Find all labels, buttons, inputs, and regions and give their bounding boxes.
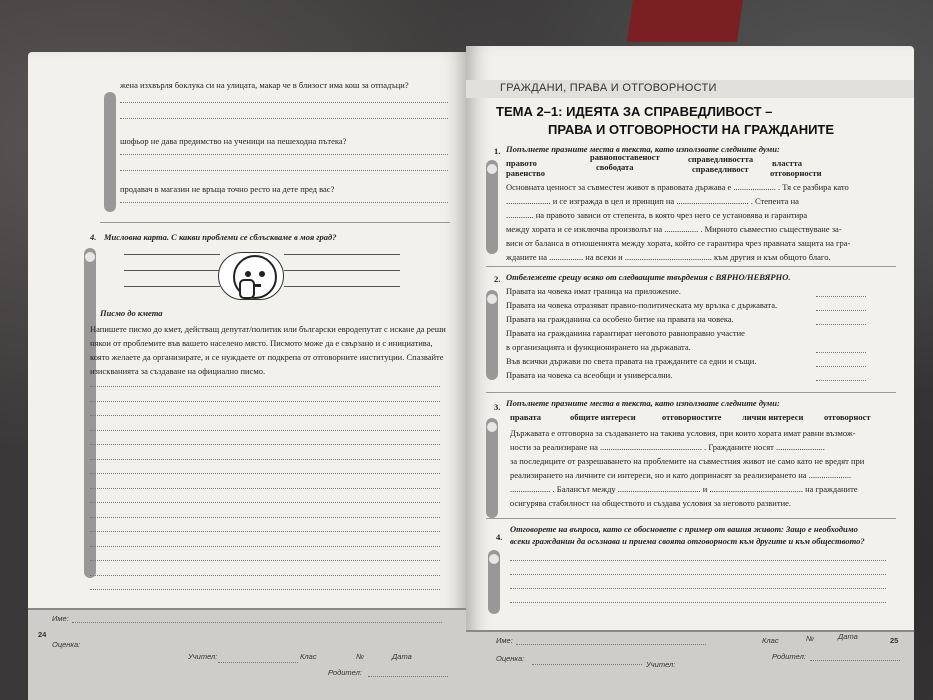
statement: Правата на човека имат граница на приложение. xyxy=(506,286,681,296)
question-prompt: Отбележете срещу всяко от следващите твърдения с ВЯРНО/НЕВЯРНО. xyxy=(506,272,791,282)
sidebar-bar xyxy=(486,160,498,254)
footer-no-label: № xyxy=(806,634,815,643)
footer-line xyxy=(532,664,642,665)
answer-line xyxy=(120,118,448,119)
letter-instruction-line: изискванията за създаване на официално писмо. xyxy=(90,366,266,376)
word-bank-item: властта xyxy=(772,158,802,168)
separator xyxy=(486,392,896,393)
word-bank-item: правото xyxy=(506,158,537,168)
footer-no-label: № xyxy=(356,652,365,661)
answer-line xyxy=(510,588,886,589)
writing-line xyxy=(90,517,440,518)
sidebar-dot xyxy=(487,164,497,174)
answer-line xyxy=(510,574,886,575)
answer-line xyxy=(816,352,866,353)
answer-line xyxy=(816,324,866,325)
writing-line xyxy=(90,546,440,547)
statement: Правата на гражданина са особено битие на правата на човека. xyxy=(506,314,734,324)
writing-line xyxy=(90,401,440,402)
mindmap-line xyxy=(284,254,400,255)
fill-text-line: ................... . Балансът между ....................................... и ............................................ на гражданите xyxy=(510,484,858,494)
section-title: ГРАЖДАНИ, ПРАВА И ОТГОВОРНОСТИ xyxy=(500,82,717,94)
footer-line xyxy=(516,644,706,645)
letter-instruction-line: Напишете писмо до кмет, действащ депутат/политик или български евродепутат с искане да реши xyxy=(90,324,446,334)
writing-line xyxy=(90,386,440,387)
writing-line xyxy=(90,459,440,460)
separator xyxy=(486,518,896,519)
question-line: жена изхвърля боклука си на улицата, макар че в близост има кош за отпадъци? xyxy=(120,80,409,90)
writing-line xyxy=(90,473,440,474)
fill-text-line: ............. на правото зависи от степента, в която чрез него се установява и гарантира xyxy=(506,210,808,220)
word-bank-item: общите интереси xyxy=(570,412,636,422)
answer-line xyxy=(510,602,886,603)
answer-line xyxy=(510,560,886,561)
footer xyxy=(28,608,468,700)
hand-shape xyxy=(239,279,255,299)
footer-date-label: Дата xyxy=(392,652,412,661)
word-bank-item: лични интереси xyxy=(742,412,804,422)
footer-grade-label: Оценка: xyxy=(52,640,81,649)
left-page xyxy=(28,52,468,700)
question-prompt: Попълнете празните места в текста, като използвате следните думи: xyxy=(506,144,780,154)
sidebar-dot xyxy=(487,422,497,432)
footer-grade-label: Оценка: xyxy=(496,654,525,663)
mindmap-line xyxy=(124,286,220,287)
footer-name-label: Име: xyxy=(496,636,513,645)
writing-line xyxy=(90,444,440,445)
writing-line xyxy=(90,502,440,503)
page-number: 25 xyxy=(890,636,899,645)
footer-name-label: Име: xyxy=(52,614,69,623)
letter-instruction-line: която желаете да организирате, и се нуждаете от подкрепа от отговорните институции. Спазвайте xyxy=(90,352,444,362)
fill-text-line: реализирането на личните си интереси, но и като допринасят за реализирането на .................... xyxy=(510,470,852,480)
fill-text-line: жданите на ................ на всеки и ......................................... към другия и към общото благо. xyxy=(506,252,831,262)
separator xyxy=(100,222,450,223)
writing-line xyxy=(90,415,440,416)
word-bank-item: правата xyxy=(510,412,542,422)
question-number: 4. xyxy=(496,532,503,542)
answer-line xyxy=(816,296,866,297)
answer-line xyxy=(816,380,866,381)
sidebar-bar xyxy=(486,290,498,380)
mindmap-line xyxy=(284,286,400,287)
answer-line xyxy=(816,310,866,311)
fill-text-line: виси от баланса в отношенията между хората, който се гарантира чрез правната защита на гра- xyxy=(506,238,851,248)
footer xyxy=(466,630,914,700)
mindmap-line xyxy=(284,270,400,271)
footer-parent-label: Родител: xyxy=(772,652,806,661)
question-number: 2. xyxy=(494,274,501,284)
fill-text-line: между хората и се изключва произволът на ................ . Мирното съвместно съществуване за- xyxy=(506,224,842,234)
word-bank-item: отговорност xyxy=(824,412,871,422)
face-shape xyxy=(233,255,277,299)
writing-line xyxy=(90,589,440,590)
question-prompt: Попълнете празните места в текста, като използвате следните думи: xyxy=(506,398,780,408)
fill-text-line: за последиците от разрешаването на проблемите на съвместния живот не само като не вредят при xyxy=(510,456,865,466)
question-title: Мисловна карта. С какви проблеми се сблъскваме в моя град? xyxy=(104,232,337,242)
right-page xyxy=(466,46,914,700)
question-line: продавач в магазин не връща точно ресто на дете пред вас? xyxy=(120,184,335,194)
writing-line xyxy=(90,531,440,532)
sidebar-bar xyxy=(104,92,116,212)
statement: Във всички държави по света правата на гражданите са едни и същи. xyxy=(506,356,757,366)
footer-teacher-label: Учител: xyxy=(646,660,676,669)
statement: Правата на човека отразяват правно-политическата му връзка с държавата. xyxy=(506,300,778,310)
sidebar-dot xyxy=(487,294,497,304)
question-line: шофьор не дава предимство на ученици на пешеходна пътека? xyxy=(120,136,347,146)
writing-line xyxy=(90,488,440,489)
word-bank-item: отговорностите xyxy=(662,412,722,422)
footer-parent-label: Родител: xyxy=(328,668,362,677)
word-bank-item: справедливостта xyxy=(688,154,754,164)
footer-class-label: Клас xyxy=(762,636,779,645)
question-prompt: всеки гражданин да осъзнава и приема своята отговорност към другите и към обществото? xyxy=(510,536,865,546)
footer-line xyxy=(218,662,298,663)
red-object xyxy=(627,0,743,42)
question-number: 3. xyxy=(494,402,501,412)
fill-text-line: ..................... и се изгражда в цел и принцип на .................................. . Степента на xyxy=(506,196,799,206)
fill-text-line: ности за реализиране на ................................................ . Гражданите носят ....................... xyxy=(510,442,825,452)
word-bank-item: равенство xyxy=(506,168,545,178)
answer-line xyxy=(120,154,448,155)
answer-line xyxy=(120,102,448,103)
footer-line xyxy=(368,676,448,677)
separator xyxy=(486,266,896,267)
fill-text-line: Основната ценност за съвместен живот в правовата държава е .................... . Тя се разбира като xyxy=(506,182,849,192)
word-bank-item: свободата xyxy=(596,162,634,172)
word-bank-item: равнопоставеност xyxy=(590,152,660,162)
sidebar-bar xyxy=(486,418,498,518)
fill-text-line: осигурява стабилност на обществото и създава условия за неговото развитие. xyxy=(510,498,792,508)
statement: в организацията и функционирането на държавата. xyxy=(506,342,691,352)
footer-class-label: Клас xyxy=(300,652,317,661)
writing-line xyxy=(90,430,440,431)
sidebar-dot xyxy=(489,554,499,564)
footer-date-label: Дата xyxy=(838,632,858,641)
letter-title: Писмо до кмета xyxy=(100,308,163,318)
page-number: 24 xyxy=(38,630,47,639)
topic-title: ТЕМА 2–1: ИДЕЯТА ЗА СПРАВЕДЛИВОСТ – xyxy=(496,104,773,119)
footer-teacher-label: Учител: xyxy=(188,652,218,661)
word-bank-item: справедливост xyxy=(692,164,749,174)
question-number: 4. xyxy=(90,232,97,242)
sidebar-dot xyxy=(85,252,95,262)
thinking-face-icon xyxy=(218,252,284,300)
letter-instruction-line: някои от проблемите във вашето населено място. Писмото може да е свързано и с инициатива, xyxy=(90,338,433,348)
mindmap-line xyxy=(124,254,220,255)
mindmap-line xyxy=(124,270,220,271)
writing-line xyxy=(90,575,440,576)
eye-shape xyxy=(259,271,265,277)
fill-text-line: Държавата е отговорна за създаването на такива условия, при които хората имат равни възмож- xyxy=(510,428,856,438)
answer-line xyxy=(120,170,448,171)
sidebar-bar xyxy=(488,550,500,614)
sidebar-bar xyxy=(84,248,96,578)
writing-line xyxy=(90,560,440,561)
footer-line xyxy=(72,622,442,623)
answer-line xyxy=(816,366,866,367)
footer-line xyxy=(810,660,900,661)
answer-line xyxy=(120,202,448,203)
statement: Правата на гражданина гарантират неговото равноправно участие xyxy=(506,328,745,338)
topic-subtitle: ПРАВА И ОТГОВОРНОСТИ НА ГРАЖДАНИТЕ xyxy=(548,122,835,137)
question-number: 1. xyxy=(494,146,501,156)
eye-shape xyxy=(245,271,251,277)
word-bank-item: отговорности xyxy=(770,168,822,178)
statement: Правата на човека са всеобщи и универсални. xyxy=(506,370,673,380)
question-prompt: Отговорете на въпроса, като се обосновете с пример от вашия живот: Защо е необходимо xyxy=(510,524,858,534)
